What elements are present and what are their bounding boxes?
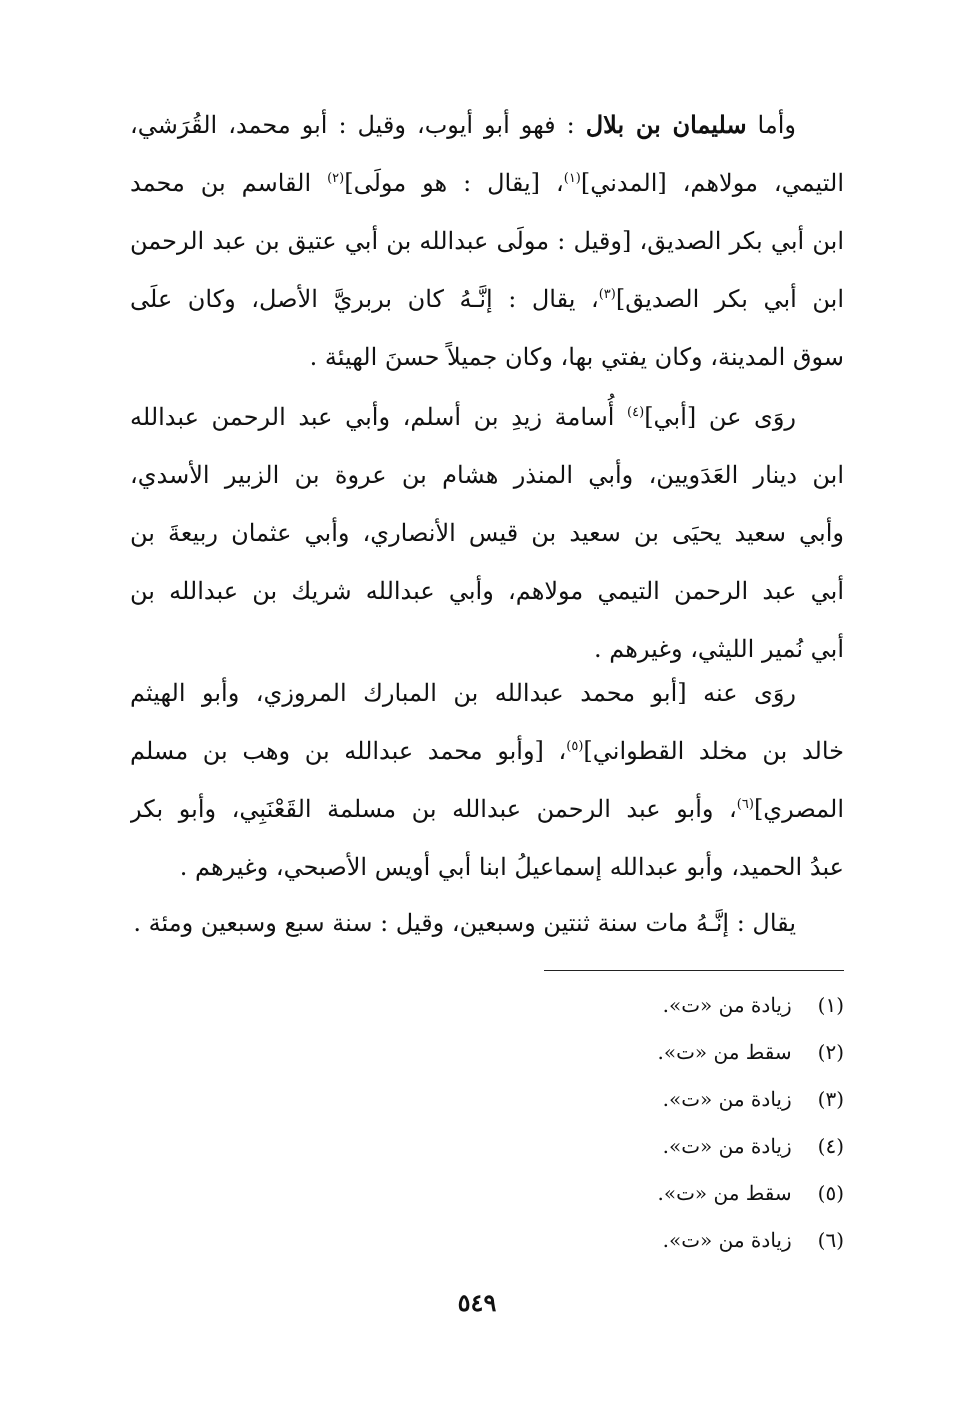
paragraph-line: [130, 96, 844, 154]
text-run: سوق المدينة، وكان يفتي بها، وكان جميلاً حسنَ الهيئة .: [309, 343, 844, 371]
footnote-text: سقط من «ت».: [657, 1181, 792, 1205]
text-run: خالد بن مخلد القطواني]: [583, 737, 844, 765]
footnote: [424, 982, 844, 1029]
paragraph-line: [130, 270, 844, 328]
page-number: ٥٤٩: [457, 1288, 497, 1317]
paragraph-line: [130, 328, 844, 386]
paragraph-line: [130, 504, 844, 562]
footnote-number: (٥): [817, 1181, 844, 1205]
footnote-text: زيادة من «ت».: [662, 993, 792, 1017]
text-run: ابن أبي بكر الصديق، [وقيل : مولَى عبدالله بن أبي عتيق بن عبد الرحمن: [130, 227, 844, 255]
text-run: روَى عن [أبي]: [644, 403, 796, 431]
footnote-ref[interactable]: (٤): [627, 405, 645, 420]
paragraph-line: [130, 722, 844, 780]
text-run: أبي عبد الرحمن التيمي مولاهم، وأبي عبدالله شريك بن عبدالله بن: [130, 577, 844, 605]
footnote-text: زيادة من «ت».: [662, 1134, 792, 1158]
footnote-ref[interactable]: (٦): [736, 797, 754, 812]
footnote-separator: [544, 970, 844, 971]
text-run: ، [وأبو محمد عبدالله بن وهب بن مسلم: [130, 737, 567, 765]
footnote-number: (١): [817, 993, 844, 1017]
paragraph-line: [130, 212, 844, 270]
footnote-number: (٣): [817, 1087, 844, 1111]
footnote-ref[interactable]: (٢): [327, 171, 345, 186]
paragraph-4: [130, 894, 844, 952]
text-run: التيمي، مولاهم، [المدني]: [580, 169, 844, 197]
footnote-number: (٦): [817, 1228, 844, 1252]
text-run: القاسم بن محمد: [130, 169, 328, 197]
paragraph-line: [130, 388, 844, 446]
footnote-text: سقط من «ت».: [657, 1040, 792, 1064]
text-run: عبدُ الحميد، وأبو عبدالله إسماعيلُ ابنا أبي أويس الأصبحي، وغيرهم .: [179, 853, 844, 881]
text-run: ابن دينار العَدَويين، وأبي المنذر هشام بن عروة بن الزبير الأسدي،: [130, 461, 844, 489]
footnote: [424, 1170, 844, 1217]
paragraph-line: [130, 664, 844, 722]
paragraph-line: [130, 894, 844, 952]
footnote-text: زيادة من «ت».: [662, 1228, 792, 1252]
paragraph-3: [130, 664, 844, 896]
text-run: يقال : إنَّـهُ مات سنة ثنتين وسبعين، وقيل : سنة سبع وسبعين ومئة .: [133, 909, 796, 937]
text-run: وأبي سعيد يحيَى بن سعيد بن قيس الأنصاري، وأبي عثمان ربيعةَ بن: [130, 519, 844, 547]
footnote: [424, 1076, 844, 1123]
narrator-name: سليمان بن بلال: [585, 110, 747, 139]
paragraph-line: [130, 446, 844, 504]
paragraph-2: [130, 388, 844, 678]
paragraph-line: [130, 562, 844, 620]
footnotes: [424, 982, 844, 1264]
text-run: ، يقال : إنَّـهُ كان بربريَّ الأصل، وكان علَى: [130, 285, 599, 313]
paragraph-1: [130, 96, 844, 386]
footnote-number: (٤): [817, 1134, 844, 1158]
text-run: : فهو أبو أيوب، وقيل : أبو محمد، القُرَشي،: [130, 111, 586, 139]
footnote-ref[interactable]: (٥): [566, 739, 584, 754]
footnote-ref[interactable]: (١): [563, 171, 581, 186]
text-run: وأما: [746, 111, 796, 139]
text-run: أبي نُمير الليثي، وغيرهم .: [594, 635, 844, 663]
text-run: ، [يقال : هو مولَى]: [344, 169, 564, 197]
text-run: أُسامة زيدِ بن أسلم، وأبي عبد الرحمن عبدالله: [130, 403, 628, 431]
text-run: المصري]: [753, 795, 844, 823]
paragraph-line: [130, 838, 844, 896]
footnote: [424, 1217, 844, 1264]
text-run: ابن أبي بكر الصديق]: [615, 285, 844, 313]
paragraph-line: [130, 780, 844, 838]
footnote-number: (٢): [817, 1040, 844, 1064]
text-run: ، وأبو عبد الرحمن عبدالله بن مسلمة القَعْنَبِي، وأبو بكر: [130, 795, 737, 823]
footnote-text: زيادة من «ت».: [662, 1087, 792, 1111]
text-run: روَى عنه [أبو محمد عبدالله بن المبارك المروزي، وأبو الهيثم: [130, 679, 796, 707]
footnote: [424, 1029, 844, 1076]
footnote-ref[interactable]: (٣): [598, 287, 616, 302]
paragraph-line: [130, 154, 844, 212]
footnote: [424, 1123, 844, 1170]
